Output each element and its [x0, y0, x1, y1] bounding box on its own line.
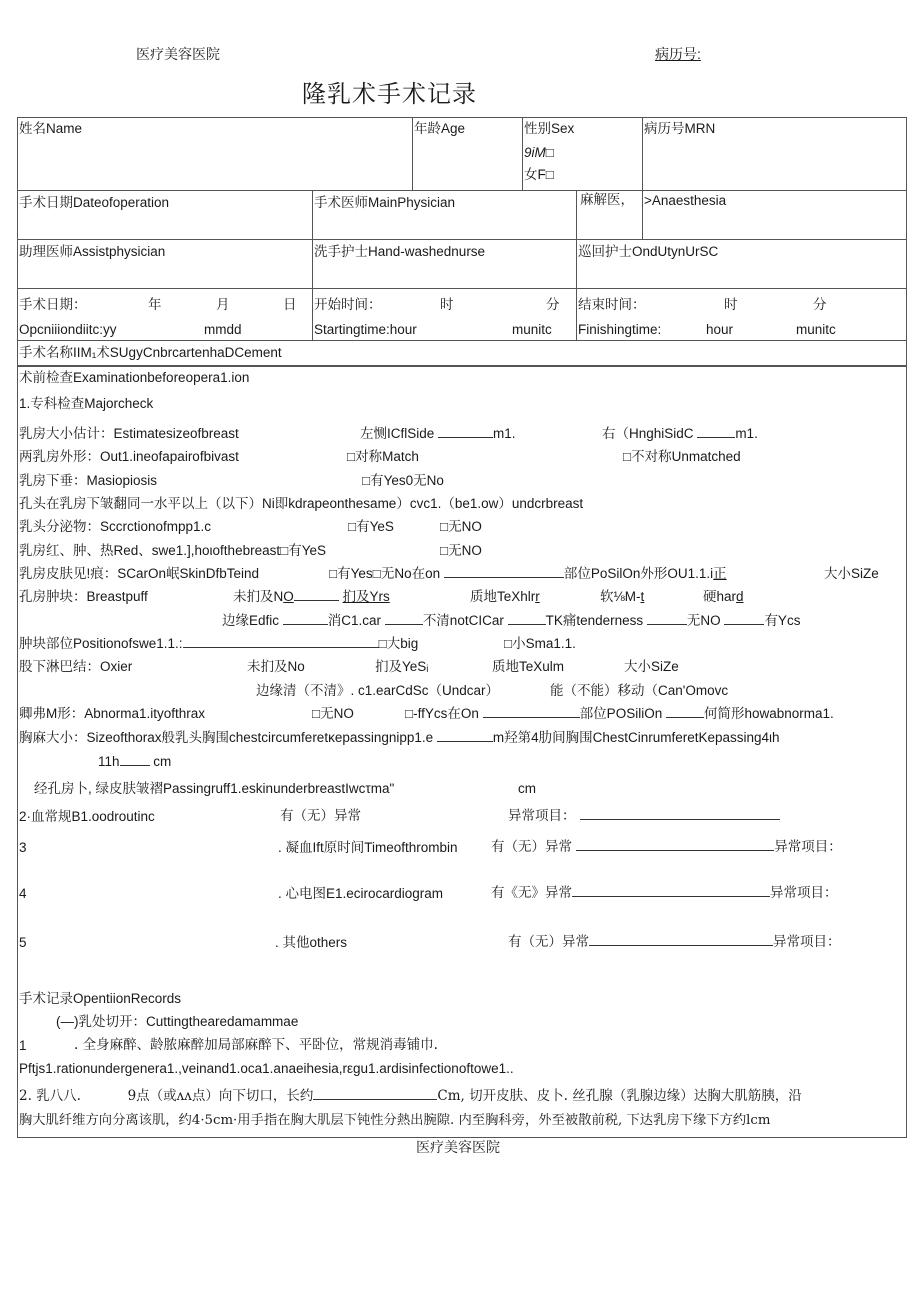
- coag-number: 3: [19, 840, 27, 855]
- lump-hard-u: d: [736, 589, 744, 604]
- sex-male-checkbox[interactable]: 9iM□: [524, 145, 554, 160]
- thorax-position-input[interactable]: [666, 716, 704, 718]
- left-side-label: 左恻ICflSide: [360, 426, 435, 441]
- footer-hospital-name: 医疗美容医院: [416, 1140, 500, 1156]
- start-hour: 时: [440, 297, 454, 312]
- divider: [17, 239, 907, 240]
- assist-physician-field[interactable]: 助理医师Assistphysician: [19, 244, 166, 259]
- divider: [576, 239, 577, 288]
- tenderness-input[interactable]: [647, 623, 687, 625]
- anaesthesia-field[interactable]: >Anaesthesia: [644, 193, 727, 208]
- thorax-no-checkbox[interactable]: □无NO: [312, 706, 354, 721]
- op-date-year: 年: [148, 297, 162, 312]
- lymph-size: 大小SiZe: [624, 659, 679, 674]
- record-number-label: 病历号:: [655, 46, 701, 62]
- step-2-line-2: 胸大肌纤维方向分离该肌，约4·5cm·用手指在胸大肌层下钝性分熱出腕隙. 内至胸科旁，外至被散前税, 下达乳房下缘下方约lcm: [19, 1113, 771, 1128]
- nipple-level-label: 孔头在乳房下皱翻同一水平以上（以下）Ni即kdrapeonthesame）cvc1.（be1.ow）undcrbreast: [19, 496, 584, 511]
- tenderness-label: TK痛tenderness: [545, 613, 644, 628]
- lymph-label: 股下淋巴结：Oxier: [19, 659, 133, 674]
- divider: [312, 190, 313, 239]
- ptosis-label: 乳房下垂：Masiopiosis: [19, 473, 158, 488]
- tenderness-yes[interactable]: 有Ycs: [764, 613, 801, 628]
- finish-hour: 时: [724, 297, 738, 312]
- shape-match-checkbox[interactable]: □对称Match: [347, 449, 419, 464]
- scar-location-input[interactable]: [444, 576, 564, 578]
- lump-texture-label: 质地TeXhlr: [470, 589, 536, 604]
- lump-hard-option[interactable]: 硬har: [703, 589, 737, 604]
- lymph-not-palpable[interactable]: 未扪及No: [247, 659, 305, 674]
- lump-palpable-label: 扪及Yr: [342, 589, 384, 604]
- divider: [17, 288, 907, 289]
- ecg-input[interactable]: [572, 895, 770, 897]
- lump-soft-u: t: [640, 589, 645, 604]
- finish-time-en: Finishingtime:: [578, 322, 662, 337]
- breast-lump-label: 孔房肿块：Breastpuff: [19, 589, 148, 604]
- coagulation-label: . 凝血Ift原时间Timeofthrombin: [278, 840, 458, 855]
- scar-position-label: 部位PoSilOn外形OU1.1.i: [563, 566, 714, 581]
- chest-size-label: 胸麻大小：Sizeofthorax般乳头胸围chestcircumferetκepassingnipp1.e: [19, 730, 434, 745]
- blood-abnormal-options[interactable]: 有（无）异常: [280, 808, 361, 824]
- scar-size-label: 大小SiZe: [824, 566, 879, 581]
- lymph-edge: 边缘清（不清》. c1.earCdSc（Undcar）: [256, 683, 500, 698]
- lump-palpable[interactable]: [343, 589, 390, 604]
- hospital-name: 医疗美容医院: [136, 46, 220, 62]
- circulating-nurse-field[interactable]: 巡回护士OndUtynUrSC: [578, 244, 719, 259]
- sex-label: 性别Sex: [524, 121, 575, 136]
- divider: [522, 117, 523, 190]
- others-abnormal-options[interactable]: 有（无）异常: [508, 934, 589, 950]
- right-side-label: 右（HnghiSidC: [602, 426, 694, 441]
- name-field[interactable]: 姓名Name: [19, 121, 83, 136]
- left-size-input[interactable]: [438, 436, 493, 438]
- lymph-movable: 能（不能）移动（Can'Omovc: [550, 683, 729, 698]
- lump-small-checkbox[interactable]: □小Sma1.1.: [504, 636, 576, 651]
- others-label: . 其他others: [275, 935, 348, 950]
- start-time-en-min: munitc: [512, 322, 552, 337]
- chest-cm-unit: cm: [153, 754, 172, 769]
- info-table: [17, 117, 907, 366]
- other-number: 5: [19, 935, 27, 950]
- ecg-items-label: 异常项目：: [770, 885, 838, 901]
- op-date-en-mmdd: mmdd: [204, 322, 242, 337]
- edge-input[interactable]: [283, 623, 328, 625]
- scar-position-value: 正: [713, 566, 727, 581]
- lump-texture-u: r: [535, 589, 540, 604]
- age-field[interactable]: 年龄Age: [414, 121, 466, 136]
- step-1-english: Pftjs1.rationundergenera1.,veinand1.oca1.anaeihesia,rεgu1.ardisinfectionoftowe1..: [19, 1061, 514, 1076]
- scar-options[interactable]: □有Yes□无No在on: [329, 566, 441, 581]
- nipple-chest-circumference-input[interactable]: [437, 740, 493, 742]
- lump-input[interactable]: [294, 599, 339, 601]
- divider: [576, 288, 577, 340]
- op-date-en-label: Opcniiiondiitc:yy: [19, 322, 117, 337]
- tenderness-yes-input[interactable]: [724, 623, 764, 625]
- divider: [17, 190, 907, 191]
- incision-length-input[interactable]: [313, 1098, 437, 1100]
- op-date-day: 日: [283, 297, 297, 312]
- page-title: 隆乳术手术记录: [302, 80, 477, 108]
- lump-not-palpable[interactable]: 未扪及N: [233, 589, 284, 604]
- blood-routine-label: 2·血常规B1.oodroutinc: [19, 809, 155, 824]
- edge-clear-input[interactable]: [385, 623, 423, 625]
- chest-11h-label: 11h: [98, 754, 120, 769]
- chest-4th-input[interactable]: [120, 764, 150, 766]
- mrn-field[interactable]: 病历号MRN: [644, 121, 716, 136]
- finish-time-en-min: munitc: [796, 322, 836, 337]
- thorax-abnormality-label: 卿弗M形：Abnorma1.ityofthrax: [19, 706, 206, 721]
- divider: [312, 288, 313, 340]
- scar-label: 乳房皮肤见!痕：SCarOn岷SkinDfbTeind: [19, 566, 260, 581]
- step-1-text: . 全身麻醉、龄脓麻醉加局部麻醉下、平卧位，常规消毒铺巾.: [74, 1037, 438, 1053]
- secretion-no-checkbox[interactable]: □无NO: [440, 519, 482, 534]
- finish-minute: 分: [813, 297, 827, 312]
- right-size-input[interactable]: [697, 436, 735, 438]
- divider: [642, 117, 643, 190]
- edge-unclear-input[interactable]: [508, 623, 546, 625]
- left-size-unit: m1.: [493, 426, 516, 441]
- date-of-operation-field[interactable]: 手术日期Dateofoperation: [19, 195, 170, 210]
- skin-fold-label: 经孔房卜, 绿皮肤皱褶Passingruff1.eskinunderbreastIwcτma": [34, 781, 395, 796]
- divider: [412, 117, 413, 190]
- red-no-checkbox[interactable]: □无NO: [440, 543, 482, 558]
- step-2-text: 9点（或ʌʌ点）向下切口，长约: [127, 1088, 314, 1104]
- ecg-label: . 心电图E1.ecirocardiogram: [278, 886, 444, 901]
- divider: [312, 239, 313, 288]
- secretion-yes-checkbox[interactable]: □有YeS: [348, 519, 394, 534]
- coag-abnormal-options[interactable]: 有（无）异常: [491, 839, 572, 855]
- ecg-number: 4: [19, 886, 27, 901]
- lymph-palpable[interactable]: 扪及YeSᵢ: [375, 659, 429, 674]
- lump-palpable-u: s: [383, 589, 390, 604]
- others-items-label: 异常项目：: [773, 934, 841, 950]
- finish-time-en-hour: hour: [706, 322, 734, 337]
- edge-clear[interactable]: 消C1.car: [327, 613, 382, 628]
- coag-input[interactable]: [576, 849, 774, 851]
- lymph-texture: 质地TeXulm: [492, 659, 565, 674]
- step-2-number: 2. 乳八八.: [19, 1088, 81, 1104]
- step-1-number: 1: [19, 1038, 27, 1053]
- start-time-en: Startingtime:hour: [314, 322, 417, 337]
- lump-position-label: 肿块部位Positionofswe1.1.:: [19, 636, 183, 651]
- operation-name-field[interactable]: 手术名称IIM₁术SUgyCnbrcartenhaDCement: [19, 345, 282, 360]
- ptosis-options[interactable]: □有Yes0无No: [362, 473, 444, 488]
- finish-time-label: 结束时间：: [578, 297, 646, 312]
- red-swelling-label[interactable]: 乳房红、肿、热Red、swe1.],hoιofthebreast□有YeS: [19, 543, 327, 558]
- blood-abnormal-items-label: 异常项目：: [508, 808, 576, 824]
- coag-items-label: 异常项目：: [774, 839, 842, 855]
- skin-fold-unit: cm: [518, 781, 536, 796]
- op-date-month: 月: [216, 297, 230, 312]
- operation-records-title: 手术记录OpentiionRecords: [19, 991, 182, 1006]
- edge-label: 边缘Edfic: [222, 613, 280, 628]
- chest-4th-intercostal-label: m羟第4肋间胸围ChestCinrumferetKepassing4ιh: [492, 730, 780, 745]
- right-size-unit: m1.: [735, 426, 758, 441]
- lump-big-checkbox[interactable]: □大big: [378, 636, 419, 651]
- tenderness-no[interactable]: 无NO: [686, 613, 721, 628]
- edge-unclear[interactable]: 不清notCICar: [422, 613, 504, 628]
- divider: [17, 340, 907, 341]
- records-subsection-1: (—)乳处切开：Cuttingthearedamammae: [56, 1014, 299, 1029]
- ecg-abnormal-options[interactable]: 有《无》异常: [491, 885, 572, 901]
- thorax-on-input[interactable]: [483, 716, 580, 718]
- sex-female-checkbox[interactable]: 女F□: [524, 167, 554, 182]
- step-2-text-cont: Cm, 切开皮肤、皮卜. 丝孔腺（乳腺边缘）达胸大肌筋胰，沿: [437, 1088, 802, 1104]
- thorax-position-label: 部位POSiliOn: [579, 706, 663, 721]
- lump-soft-option[interactable]: 软⅛M-: [600, 589, 641, 604]
- blood-abnormal-items-input[interactable]: [580, 818, 780, 820]
- lump-position-input[interactable]: [183, 646, 379, 648]
- start-minute: 分: [546, 297, 560, 312]
- others-input[interactable]: [589, 944, 773, 946]
- divider: [642, 190, 643, 239]
- hand-washed-nurse-field[interactable]: 洗手护士Hand-washednurse: [314, 244, 486, 259]
- op-date-label: 手术日期：: [19, 297, 87, 312]
- breast-shape-label: 两乳房外形：Out1.ineofapairofbivast: [19, 449, 239, 464]
- lump-not-palpable-u: O: [283, 589, 294, 604]
- shape-unmatched-checkbox[interactable]: □不对称Unmatched: [623, 449, 741, 464]
- divider: [576, 190, 577, 239]
- major-check-title: 1.专科检查Majorcheck: [19, 396, 154, 411]
- main-physician-field[interactable]: 手术医师MainPhysician: [314, 195, 456, 210]
- exam-title: 术前检查Examinationbeforeopera1.ion: [19, 370, 250, 385]
- start-time-label: 开始时间：: [314, 297, 382, 312]
- thorax-yes-checkbox[interactable]: □-ffYcs在On: [405, 706, 479, 721]
- thorax-how-label: 何简形howabnorma1.: [703, 706, 834, 721]
- nipple-secretion-label: 乳头分泌物：Sccrctionofmpp1.c: [19, 519, 212, 534]
- anaesthesia-label: 麻解医，: [580, 192, 634, 208]
- breast-size-label: 乳房大小估计：Estimatesizeofbreast: [19, 426, 239, 441]
